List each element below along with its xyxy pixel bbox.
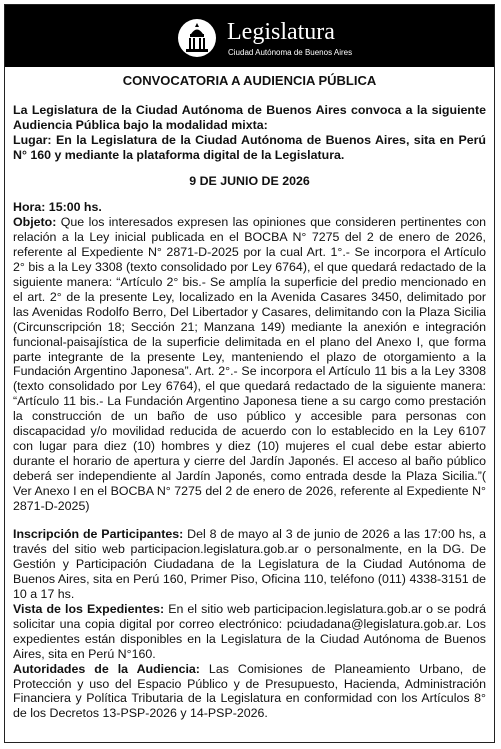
header-banner bbox=[5, 5, 494, 67]
notice-frame bbox=[4, 4, 495, 743]
brand-subtitle: Ciudad Autónoma de Buenos Aires bbox=[228, 48, 353, 57]
notice-location: Lugar: En la Legislatura de la Ciudad Autónoma de Buenos Aires, sita en Perú N° 160 y mediante la plataforma digital de la Legislatura. bbox=[13, 132, 486, 162]
inscripcion-text: Del 8 de mayo al 3 de junio de 2026 a las 17:00 hs, a través del sitio web participacion.legislatura.gob.ar o personalmente, en la DG. De Gestión y Participación Ciudadana de la Legislatura de la Ciudad Autónoma de Buenos Aires, sita en Perú 160, Primer Piso, Oficina 110, teléfono (011) 4338-3151 de 10 a 17 hs. bbox=[13, 527, 487, 602]
hearing-time bbox=[13, 200, 486, 215]
legislature-building-icon bbox=[177, 18, 217, 58]
vista-section bbox=[13, 602, 486, 662]
inscripcion-label: Inscripción de Participantes: bbox=[13, 527, 184, 542]
autoridades-text: Las Comisiones de Planeamiento Urbano, de Protección y uso del Espacio Público y de Presupuesto, Hacienda, Administración Financiera y Política Tributaria de la Legislatura en conformidad con los Artículos 8° de los Decretos 13-PSP-2026 y 14-PSP-2026. bbox=[13, 661, 486, 721]
brand-name: Legislatura bbox=[227, 19, 335, 45]
autoridades-section bbox=[13, 662, 486, 722]
objeto-text: Que los interesados expresen las opiniones que consideren pertinentes con relación a la Ley inicial publicada en el BOCBA N° 7275 del 2 de enero de 2026, referente al Expediente N° 2871-D-2025 por la cual Art. 1°.- Se incorpora el Artículo 2° bis a la Ley 3308 (texto consolidado por Ley 6764), el que quedará redactado de la siguiente manera: “Artículo 2° bis.- Se amplía la superficie del predio mencionado en el art. 2° de la presente Ley, localizado en la Avenida Casares 3450, delimitado por las Avenidas Rodolfo Berro, Del Libertador y Casares, delimitando con la Plaza Sicilia (Circunscripción 18; Sección 21; Manzana 149) mediante la anexión e integración funcional-paisajística de la superficie delimitada en el plano del Anexo I, que forma parte integrante de la presente Ley, manteniendo el plazo de otorgamiento a la Fundación Argentino Japonesa”. Art. 2°.- Se incorpora el Artículo 11 bis a la Ley 3308 (texto consolidado por Ley 6764), el que quedará redactado de la siguiente manera: “Artículo 11 bis.- La Fundación Argentino Japonesa tiene a su cargo como prestación la construcción de un baño de uso público y accesible para personas con discapacidad y/o movilidad reducida de acuerdo con lo establecido en la Ley 6107 con lugar para diez (10) hombres y diez (10) mujeres el cual debe estar abierto durante el horario de apertura y cierre del Jardín Japonés. El acceso al baño público deberá ser independiente al Jardín Japonés, como entrada desde la Plaza Sicilia.”( Ver Anexo I en el BOCBA N° 7275 del 2 de enero de 2026, referente al Expediente N° 2871-D-2025) bbox=[13, 215, 486, 513]
inscripcion-section bbox=[13, 527, 486, 602]
hearing-date: 9 DE JUNIO DE 2026 bbox=[189, 173, 310, 188]
vista-text: En el sitio web participacion.legislatura.gob.ar o se podrá solicitar una copia digital por correo electrónico: pciudadana@legislatura.gob.ar. Los expedientes están disponibles en la Legislatura de la Ciudad Autónoma de Buenos Aires, sita en Perú N°160. bbox=[13, 602, 487, 661]
hearing-time-text: Hora: 15:00 hs. bbox=[13, 200, 102, 215]
vista-label: Vista de los Expedientes: bbox=[13, 602, 165, 616]
objeto-section bbox=[13, 215, 486, 513]
notice-content bbox=[13, 71, 486, 721]
notice-intro: La Legislatura de la Ciudad Autónoma de Buenos Aires convoca a la siguiente Audiencia Pública bajo la modalidad mixta: bbox=[13, 102, 486, 132]
notice-title: CONVOCATORIA A AUDIENCIA PÚBLICA bbox=[122, 73, 377, 88]
objeto-label: Objeto: bbox=[13, 215, 57, 230]
autoridades-label: Autoridades de la Audiencia: bbox=[13, 661, 200, 676]
